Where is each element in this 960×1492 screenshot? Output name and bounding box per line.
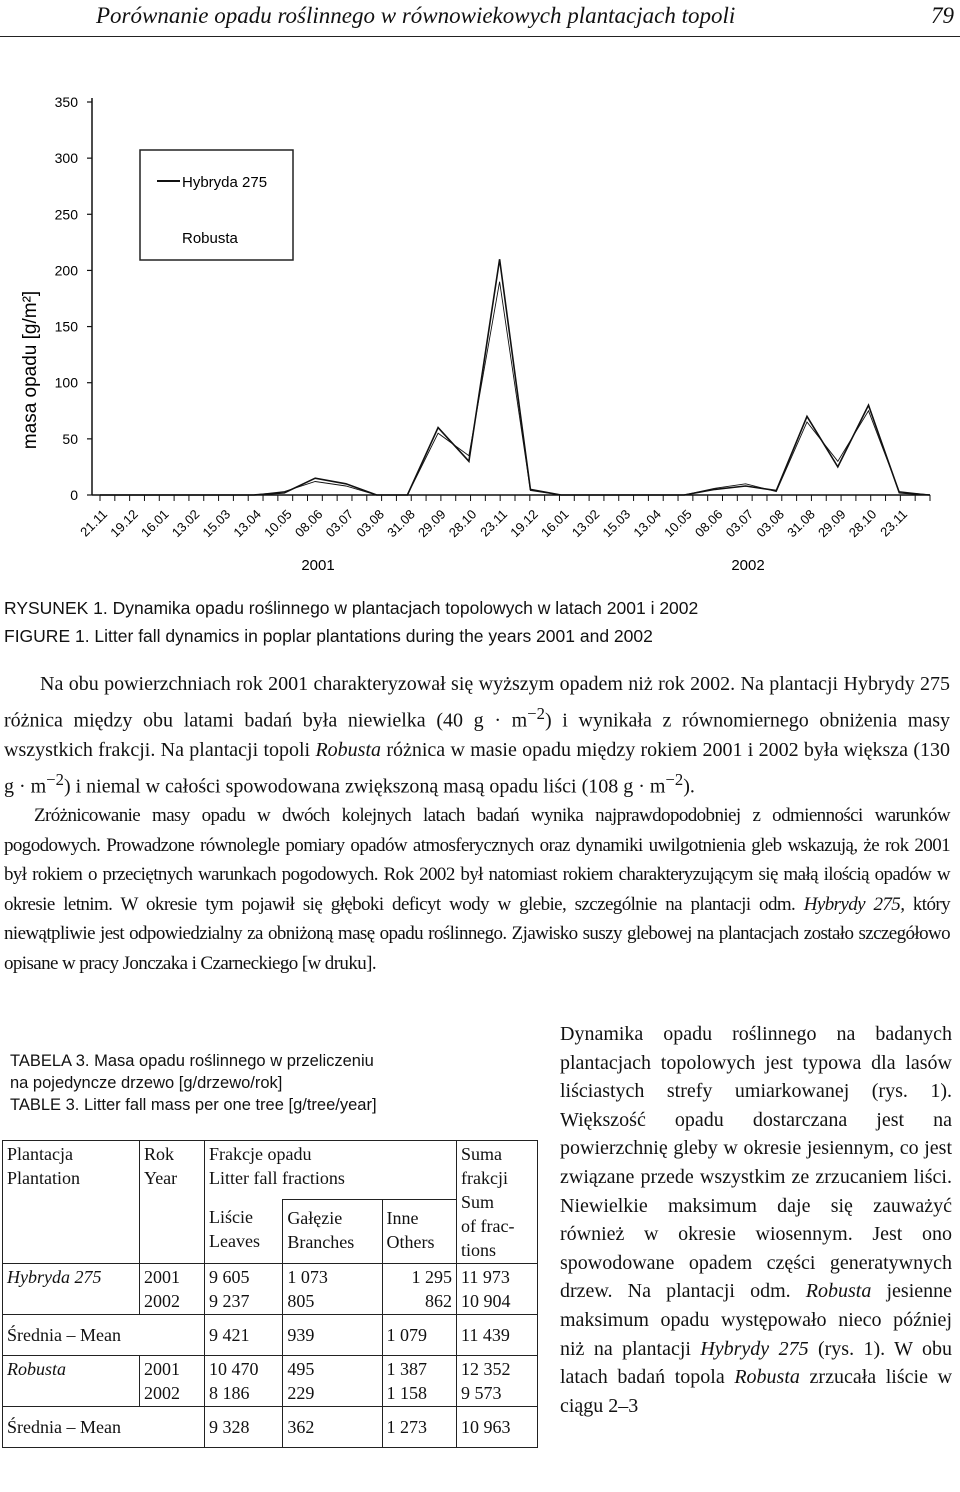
x-tick-label: 08.06 xyxy=(291,506,326,541)
paragraph-2: Zróżnicowanie masy opadu w dwóch kolejnych latach badań wynika najprawdopodobniej z odmienności warunków pogodowych. Prowadzone równolegle pomiary opadów atmosferycznych oraz dynamiki uwilgotnienia gleb wskazują, że rok 2001 był rokiem o przeciętnych warunkach pogodowych. Rok 2002 był natomiast rokiem charakteryzującym się małą ilością opadów w okresie letnim. W okresie tym pojawił się głęboki deficyt wody w glebie, szczególnie na plantacji odm. Hybrydy 275, który niewątpliwie jest odpowiedzialny za obniżoną masę opadu roślinnego. Zjawisko suszy glebowej na plantacjach zostało szczegółowo opisane w pracy Jonczaka i Czarneckiego [w druku]. xyxy=(4,805,950,974)
paragraph-1: Na obu powierzchniach rok 2001 charakteryzował się wyższym opadem niż rok 2002. Na plantacji Hybrydy 275 różnica między obu latami badań była niewielka (40 $g \cdot m^{-2}$) i wynikała z równomiernego obniżenia masy wszystkich frakcji. Na plantacji topoli Robusta różnica w masie opadu między rokiem 2001 i 2002 była większa (130 $g \cdot m^{-2}$) i niemal w całości spowodowana zwiększoną masą opadu liści (108 $g \cdot m^{-2}$). xyxy=(4,673,951,798)
table-row-mean: Średnia – Mean 9 328 362 1 273 10 963 xyxy=(3,1407,538,1448)
x-tick-label: 13.02 xyxy=(568,506,603,541)
x-tick-label: 23.11 xyxy=(877,506,911,540)
y-tick-label: 350 xyxy=(54,94,78,110)
year-label-2001: 2001 xyxy=(301,557,335,574)
y-tick-label: 100 xyxy=(54,374,78,391)
x-tick-label: 31.08 xyxy=(384,506,418,541)
x-tick-label: 03.07 xyxy=(322,506,357,541)
x-tick-label: 29.09 xyxy=(814,506,849,541)
y-tick-label: 50 xyxy=(62,430,78,447)
x-tick-label: 15.03 xyxy=(599,506,634,541)
x-tick-label: 16.01 xyxy=(538,506,572,541)
table-row: Robusta 2001 2002 10 470 8 186 495 229 1 387 1 158 12 352 9 573 xyxy=(3,1356,538,1407)
legend-robusta: Robusta xyxy=(182,230,238,247)
x-tick-label: 19.12 xyxy=(107,506,141,541)
x-tick-label: 08.06 xyxy=(691,506,726,541)
running-title: Porównanie opadu roślinnego w równowiekowych plantacjach topoli xyxy=(96,3,736,28)
y-tick-label: 300 xyxy=(54,150,78,167)
table-row-mean: Średnia – Mean 9 421 939 1 079 11 439 xyxy=(3,1315,538,1356)
x-tick-label: 16.01 xyxy=(138,506,172,541)
x-tick-label: 13.04 xyxy=(630,506,664,541)
page-header xyxy=(0,0,960,37)
litter-fall-chart xyxy=(0,70,960,590)
x-tick-label: 28.10 xyxy=(445,506,480,541)
x-tick-label: 13.02 xyxy=(168,506,203,541)
x-tick-label: 03.08 xyxy=(753,506,788,541)
table-row: Hybryda 275 2001 2002 9 605 9 237 1 073 805 1 295 862 11 973 10 904 xyxy=(3,1264,538,1315)
x-tick-label: 10.05 xyxy=(661,506,695,541)
x-axis xyxy=(77,495,930,540)
y-tick-label: 0 xyxy=(70,487,78,503)
y-tick-label: 200 xyxy=(54,262,78,279)
series-line-hybryda xyxy=(100,259,930,495)
table-header-row: Plantacja Plantation Rok Year Frakcje opadu Litter fall fractions Suma frakcji Sum of frac- tions xyxy=(3,1141,538,1200)
legend-hybryda: Hybryda 275 xyxy=(182,174,268,191)
side-column-text: Dynamika opadu roślinnego na badanych plantacjach topolowych jest typowa dla lasów liściastych strefy umiarkowanej (rys. 1). Większość opadu dostarczana jest na powierzchnię gleby w okresie jesiennym, co jest związane przede wszystkim ze zrzucaniem liści. Niewielkie maksimum daje się zauważyć również w okresie wiosennym. Jest ono spowodowane opadem części generatywnych drzew. Na plantacji odm. Robusta jesienne maksimum opadu występowało nieco później niż na plantacji Hybrydy 275 (rys. 1). W obu latach badań topola Robusta zrzucała liście w ciągu 2–3 xyxy=(560,1023,953,1417)
figure-caption-pl: RYSUNEK 1. Dynamika opadu roślinnego w plantacjach topolowych w latach 2001 i 2002 xyxy=(4,598,699,618)
x-tick-label: 13.04 xyxy=(230,506,264,541)
litter-mass-table xyxy=(2,1140,538,1448)
x-tick-label: 21.11 xyxy=(77,506,111,540)
x-tick-label: 31.08 xyxy=(784,506,818,541)
x-tick-label: 15.03 xyxy=(199,506,234,541)
table-caption: TABELA 3. Masa opadu roślinnego w przeliczeniu na pojedyncze drzewo [g/drzewo/rok] TABLE 3. Litter fall mass per one tree [g/tree/year] xyxy=(10,1052,377,1114)
series-line-robusta xyxy=(100,282,930,495)
x-tick-label: 10.05 xyxy=(261,506,295,541)
legend xyxy=(140,150,293,260)
x-tick-label: 29.09 xyxy=(414,506,449,541)
y-axis-label: masa opadu [g/m²] xyxy=(20,290,41,450)
x-tick-label: 28.10 xyxy=(845,506,880,541)
x-tick-label: 03.07 xyxy=(722,506,757,541)
figure-caption-en: FIGURE 1. Litter fall dynamics in poplar plantations during the years 2001 and 2002 xyxy=(4,626,653,646)
year-label-2002: 2002 xyxy=(731,557,765,574)
y-axis xyxy=(55,94,92,503)
body-text xyxy=(4,670,950,978)
y-tick-label: 250 xyxy=(54,206,78,223)
page-number: 79 xyxy=(931,3,954,28)
series-lines xyxy=(100,259,930,495)
x-tick-label: 23.11 xyxy=(477,506,511,540)
table-subheader-row: Liście Leaves Gałęzie Branches Inne Others xyxy=(3,1199,538,1263)
y-tick-label: 150 xyxy=(54,318,78,335)
x-tick-label: 03.08 xyxy=(353,506,388,541)
x-tick-label: 19.12 xyxy=(507,506,541,541)
